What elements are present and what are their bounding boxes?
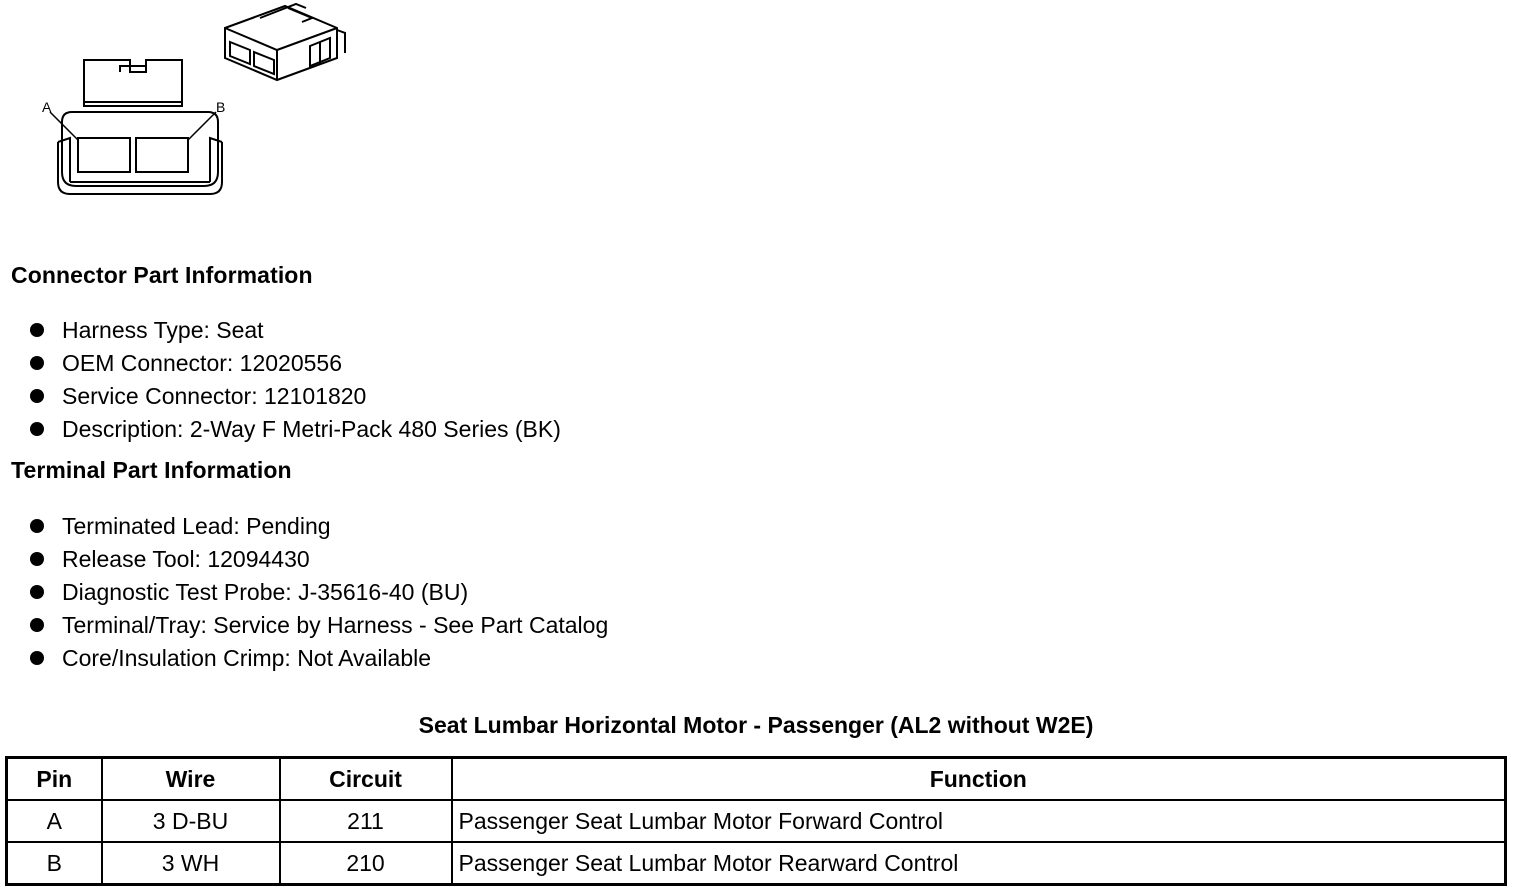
pin-a-label: A: [42, 99, 52, 115]
header-pin: Pin: [7, 758, 102, 801]
cell-wire: 3 WH: [102, 842, 280, 885]
list-item: Description: 2-Way F Metri-Pack 480 Series (BK): [30, 413, 561, 446]
table-header-row: [7, 758, 1506, 801]
table-row: [7, 842, 1506, 885]
cell-circuit: 210: [280, 842, 452, 885]
table-row: [7, 800, 1506, 842]
terminal-info-list: [30, 510, 608, 675]
connector-isometric-view: [225, 4, 345, 80]
connector-drawing: [30, 0, 370, 215]
terminal-section-title: Terminal Part Information: [11, 457, 292, 483]
connector-section-title: Connector Part Information: [11, 262, 313, 288]
cell-function: Passenger Seat Lumbar Motor Forward Control: [452, 800, 1506, 842]
cell-pin: B: [7, 842, 102, 885]
pin-b-label: B: [216, 99, 226, 115]
connector-info-list: [30, 314, 561, 446]
cell-circuit: 211: [280, 800, 452, 842]
cell-function: Passenger Seat Lumbar Motor Rearward Control: [452, 842, 1506, 885]
list-item: Harness Type: Seat: [30, 314, 561, 347]
header-wire: Wire: [102, 758, 280, 801]
list-item: Service Connector: 12101820: [30, 380, 561, 413]
list-item: Terminal/Tray: Service by Harness - See Part Catalog: [30, 609, 608, 642]
list-item: Terminated Lead: Pending: [30, 510, 608, 543]
header-function: Function: [452, 758, 1506, 801]
list-item: Release Tool: 12094430: [30, 543, 608, 576]
table-title: Seat Lumbar Horizontal Motor - Passenger (AL2 without W2E): [418, 712, 1094, 738]
cell-pin: A: [7, 800, 102, 842]
list-item: Core/Insulation Crimp: Not Available: [30, 642, 608, 675]
list-item: Diagnostic Test Probe: J-35616-40 (BU): [30, 576, 608, 609]
cell-wire: 3 D-BU: [102, 800, 280, 842]
header-circuit: Circuit: [280, 758, 452, 801]
pinout-table: [5, 756, 1507, 886]
list-item: OEM Connector: 12020556: [30, 347, 561, 380]
connector-front-view: [50, 60, 222, 194]
